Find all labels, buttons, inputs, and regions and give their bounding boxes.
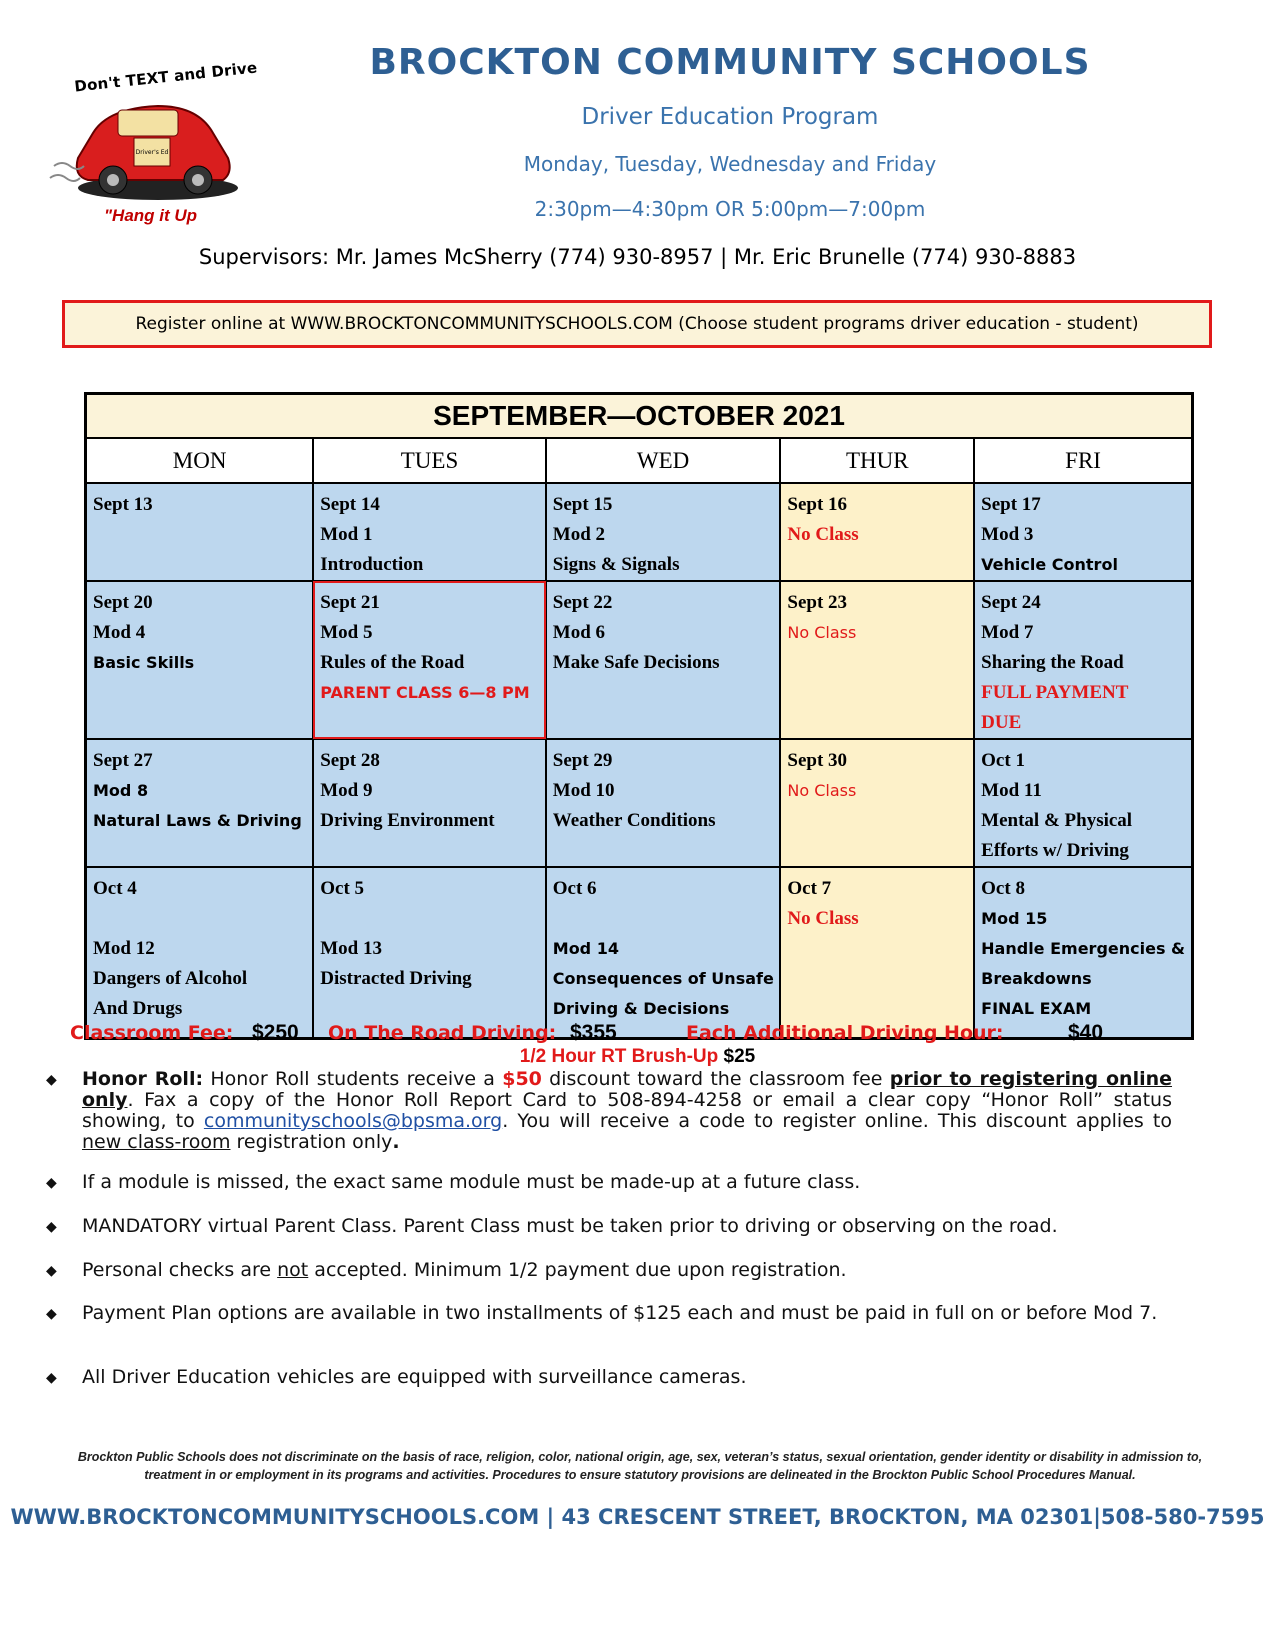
brushup-value: $25	[723, 1046, 756, 1067]
cell-spacer	[93, 904, 306, 934]
bullet-text: All Driver Education vehicles are equipped with surveillance cameras.	[82, 1366, 747, 1388]
calendar-cell	[780, 483, 974, 581]
cell-module: Mod 6	[552, 622, 606, 643]
cell-date: Oct 1	[981, 750, 1025, 771]
cell-module: Mod 8	[93, 781, 149, 800]
cell-module: Mod 11	[981, 780, 1042, 801]
brushup-label: 1/2 Hour RT Brush-Up	[519, 1046, 719, 1067]
bullet-honor-roll	[46, 1069, 1176, 1153]
calendar-cell	[87, 581, 313, 739]
calendar-cell	[313, 739, 546, 867]
new-classroom-note: new class-room	[82, 1131, 231, 1153]
calendar-cell	[546, 483, 781, 581]
classroom-fee-value: $250	[252, 1021, 299, 1044]
cell-date: Sept 16	[787, 494, 848, 515]
cell-topic: Dangers of Alcohol	[93, 968, 248, 989]
cell-module: Mod 1	[320, 524, 373, 545]
calendar-cell	[974, 739, 1191, 867]
cell-topic: Driving & Decisions	[552, 999, 730, 1018]
day-header-tues: TUES	[313, 439, 546, 483]
cell-module: Mod 13	[320, 938, 382, 959]
diamond-bullet-icon: ◆	[46, 1306, 57, 1322]
cell-date: Sept 24	[981, 592, 1041, 613]
calendar-cell	[313, 483, 546, 581]
cell-topic: Signs & Signals	[552, 554, 680, 575]
bullet-personal-checks	[46, 1260, 1176, 1284]
class-times: 2:30pm—4:30pm OR 5:00pm—7:00pm	[534, 197, 926, 221]
cell-spacer	[320, 904, 539, 934]
bullet-cameras	[46, 1367, 1176, 1391]
cell-module: Mod 9	[320, 780, 373, 801]
calendar-cell	[974, 867, 1191, 1037]
cell-date: Sept 20	[93, 592, 153, 613]
bullet-payment-plan	[46, 1303, 1176, 1347]
calendar-cell	[87, 867, 313, 1037]
cell-topic: Sharing the Road	[981, 652, 1124, 673]
final-exam-label: FINAL EXAM	[981, 999, 1092, 1018]
program-subtitle: Driver Education Program	[581, 104, 879, 130]
no-class-label: No Class	[787, 524, 859, 545]
calendar-table	[87, 439, 1191, 1037]
cell-topic: Distracted Driving	[320, 968, 472, 989]
register-text: Register online at WWW.BROCKTONCOMMUNITYSCHOOLS.COM (Choose student programs driver education - student)	[135, 314, 1139, 334]
calendar-cell	[974, 483, 1191, 581]
classroom-fee-label: Classroom Fee:	[70, 1022, 234, 1044]
parent-class-note: PARENT CLASS 6—8 PM	[320, 683, 530, 702]
cell-date: Sept 30	[787, 750, 848, 771]
cell-module: Mod 12	[93, 938, 155, 959]
cell-topic: Vehicle Control	[981, 555, 1118, 574]
cell-topic: Breakdowns	[981, 969, 1092, 988]
cell-date: Oct 7	[787, 878, 832, 899]
cell-spacer	[553, 904, 774, 934]
class-days: Monday, Tuesday, Wednesday and Friday	[523, 152, 937, 176]
honor-roll-text	[82, 1069, 1172, 1153]
honor-roll-text-part: discount toward the classroom fee	[541, 1068, 890, 1090]
calendar-cell	[780, 867, 974, 1037]
cell-topic: Make Safe Decisions	[552, 652, 720, 673]
diamond-bullet-icon: ◆	[46, 1370, 57, 1386]
brushup-fee-line	[0, 1046, 1275, 1068]
calendar-cell	[546, 867, 781, 1037]
day-header-mon: MON	[87, 439, 313, 483]
footer-contact: WWW.BROCKTONCOMMUNITYSCHOOLS.COM | 43 CRESCENT STREET, BROCKTON, MA 02301|508-580-7595	[10, 1505, 1265, 1529]
bullet-text	[82, 1260, 1172, 1281]
cell-date: Sept 21	[320, 592, 380, 613]
calendar-cell	[546, 739, 781, 867]
honor-discount-amount: $50	[502, 1068, 542, 1090]
cell-date: Sept 22	[552, 592, 613, 613]
supervisors-line: Supervisors: Mr. James McSherry (774) 930-8957 | Mr. Eric Brunelle (774) 930-8883	[198, 245, 1077, 269]
dont-text-and-drive-logo	[48, 58, 259, 232]
checks-text-part: accepted. Minimum 1/2 payment due upon registration.	[308, 1259, 847, 1281]
calendar-cell	[546, 581, 781, 739]
schedule-calendar	[84, 392, 1194, 1040]
additional-hour-value: $40	[1068, 1021, 1104, 1044]
cell-date: Oct 5	[320, 878, 365, 899]
calendar-cell	[313, 867, 546, 1037]
bullet-parent-class	[46, 1216, 1176, 1240]
additional-hour-label: Each Additional Driving Hour:	[686, 1022, 1004, 1044]
bullet-text: Payment Plan options are available in two installments of $125 each and must be paid in full on or before Mod 7.	[82, 1302, 1158, 1324]
cell-date: Oct 8	[981, 878, 1025, 899]
no-class-label: No Class	[787, 908, 859, 929]
no-class-label: No Class	[787, 781, 857, 800]
cell-module: Mod 4	[93, 622, 146, 643]
cell-date: Oct 4	[93, 878, 137, 899]
cell-date: Sept 28	[320, 750, 380, 771]
cell-topic: Introduction	[320, 554, 424, 575]
honor-roll-text-part: . Fax a copy of the Honor Roll Report Card to 508-894-4258 or email a clear copy “Honor Roll” status showing, to	[82, 1089, 1172, 1132]
cell-date: Sept 27	[93, 750, 153, 771]
cell-date: Sept 15	[552, 494, 613, 515]
cell-module: Mod 3	[981, 524, 1034, 545]
day-header-fri: FRI	[974, 439, 1191, 483]
payment-due-note: FULL PAYMENT	[981, 682, 1129, 703]
cell-date: Sept 29	[552, 750, 613, 771]
cell-module: Mod 5	[320, 622, 373, 643]
calendar-cell	[87, 483, 313, 581]
cell-topic: Handle Emergencies &	[981, 939, 1185, 958]
diamond-bullet-icon: ◆	[46, 1219, 57, 1235]
cell-topic: Weather Conditions	[552, 810, 716, 831]
car-icon	[48, 88, 248, 208]
prior-online-note: prior to registering online only	[82, 1068, 1173, 1111]
payment-due-note: DUE	[981, 712, 1022, 733]
checks-not-emphasis: not	[277, 1259, 309, 1281]
cell-topic: And Drugs	[93, 998, 183, 1019]
no-class-label: No Class	[787, 623, 857, 642]
register-online-box	[62, 300, 1212, 348]
diamond-bullet-icon: ◆	[46, 1072, 57, 1088]
logo-tagline: "Hang it Up	[104, 206, 198, 225]
day-header-wed: WED	[546, 439, 781, 483]
non-discrimination-disclaimer: Brockton Public Schools does not discriminate on the basis of race, religion, color, national origin, age, sex, veteran’s status, sexual orientation, gender identity or disability in admission to, treatment in or employment in its programs and activities. Procedures to ensure statutory provisions are delineated in the Brockton Public School Procedures Manual.	[77, 1450, 1203, 1482]
cell-date: Sept 13	[93, 494, 153, 515]
cell-topic: Consequences of Unsafe	[552, 969, 774, 988]
cell-topic: Basic Skills	[93, 653, 195, 672]
honor-roll-text-part: registration only	[230, 1131, 393, 1153]
calendar-cell	[780, 581, 974, 739]
calendar-title: SEPTEMBER—OCTOBER 2021	[87, 395, 1191, 439]
cell-module: Mod 14	[552, 939, 619, 958]
calendar-cell	[87, 739, 313, 867]
cell-date: Sept 17	[981, 494, 1041, 515]
cell-topic: Driving Environment	[320, 810, 495, 831]
cell-topic: Natural Laws & Driving	[93, 811, 302, 830]
road-driving-value: $355	[570, 1021, 617, 1044]
honor-roll-text-part: . You will receive a code to register online. This discount applies to	[502, 1110, 1172, 1132]
cell-module: Mod 7	[981, 622, 1034, 643]
cell-date: Sept 23	[787, 592, 848, 613]
email-link[interactable]: communityschools@bpsma.org	[203, 1110, 503, 1132]
diamond-bullet-icon: ◆	[46, 1263, 57, 1279]
logo-slogan: Don't TEXT and Drive	[73, 58, 259, 96]
honor-roll-text-part: .	[392, 1131, 400, 1153]
calendar-cell-parent-class	[313, 581, 546, 739]
cell-date: Sept 14	[320, 494, 380, 515]
bullet-text: If a module is missed, the exact same module must be made-up at a future class.	[82, 1171, 861, 1193]
day-header-thur: THUR	[780, 439, 974, 483]
bullet-missed-module	[46, 1172, 1176, 1196]
road-driving-label: On The Road Driving:	[328, 1022, 557, 1044]
bullet-text: MANDATORY virtual Parent Class. Parent Class must be taken prior to driving or observing on the road.	[82, 1215, 1058, 1237]
honor-roll-lead: Honor Roll:	[82, 1068, 204, 1090]
cell-module: Mod 2	[552, 524, 606, 545]
cell-module: Mod 15	[981, 909, 1048, 928]
diamond-bullet-icon: ◆	[46, 1175, 57, 1191]
cell-topic: Rules of the Road	[320, 652, 465, 673]
page-title: BROCKTON COMMUNITY SCHOOLS	[369, 42, 1091, 83]
cell-module: Mod 10	[552, 780, 615, 801]
cell-date: Oct 6	[552, 878, 597, 899]
calendar-cell	[974, 581, 1191, 739]
checks-text-part: Personal checks are	[82, 1259, 278, 1281]
cell-topic: Efforts w/ Driving	[981, 840, 1129, 861]
honor-roll-text-part: Honor Roll students receive a	[203, 1068, 503, 1090]
svg-text:Driver's Ed: Driver's Ed	[135, 149, 169, 156]
calendar-cell	[780, 739, 974, 867]
cell-topic: Mental & Physical	[981, 810, 1133, 831]
